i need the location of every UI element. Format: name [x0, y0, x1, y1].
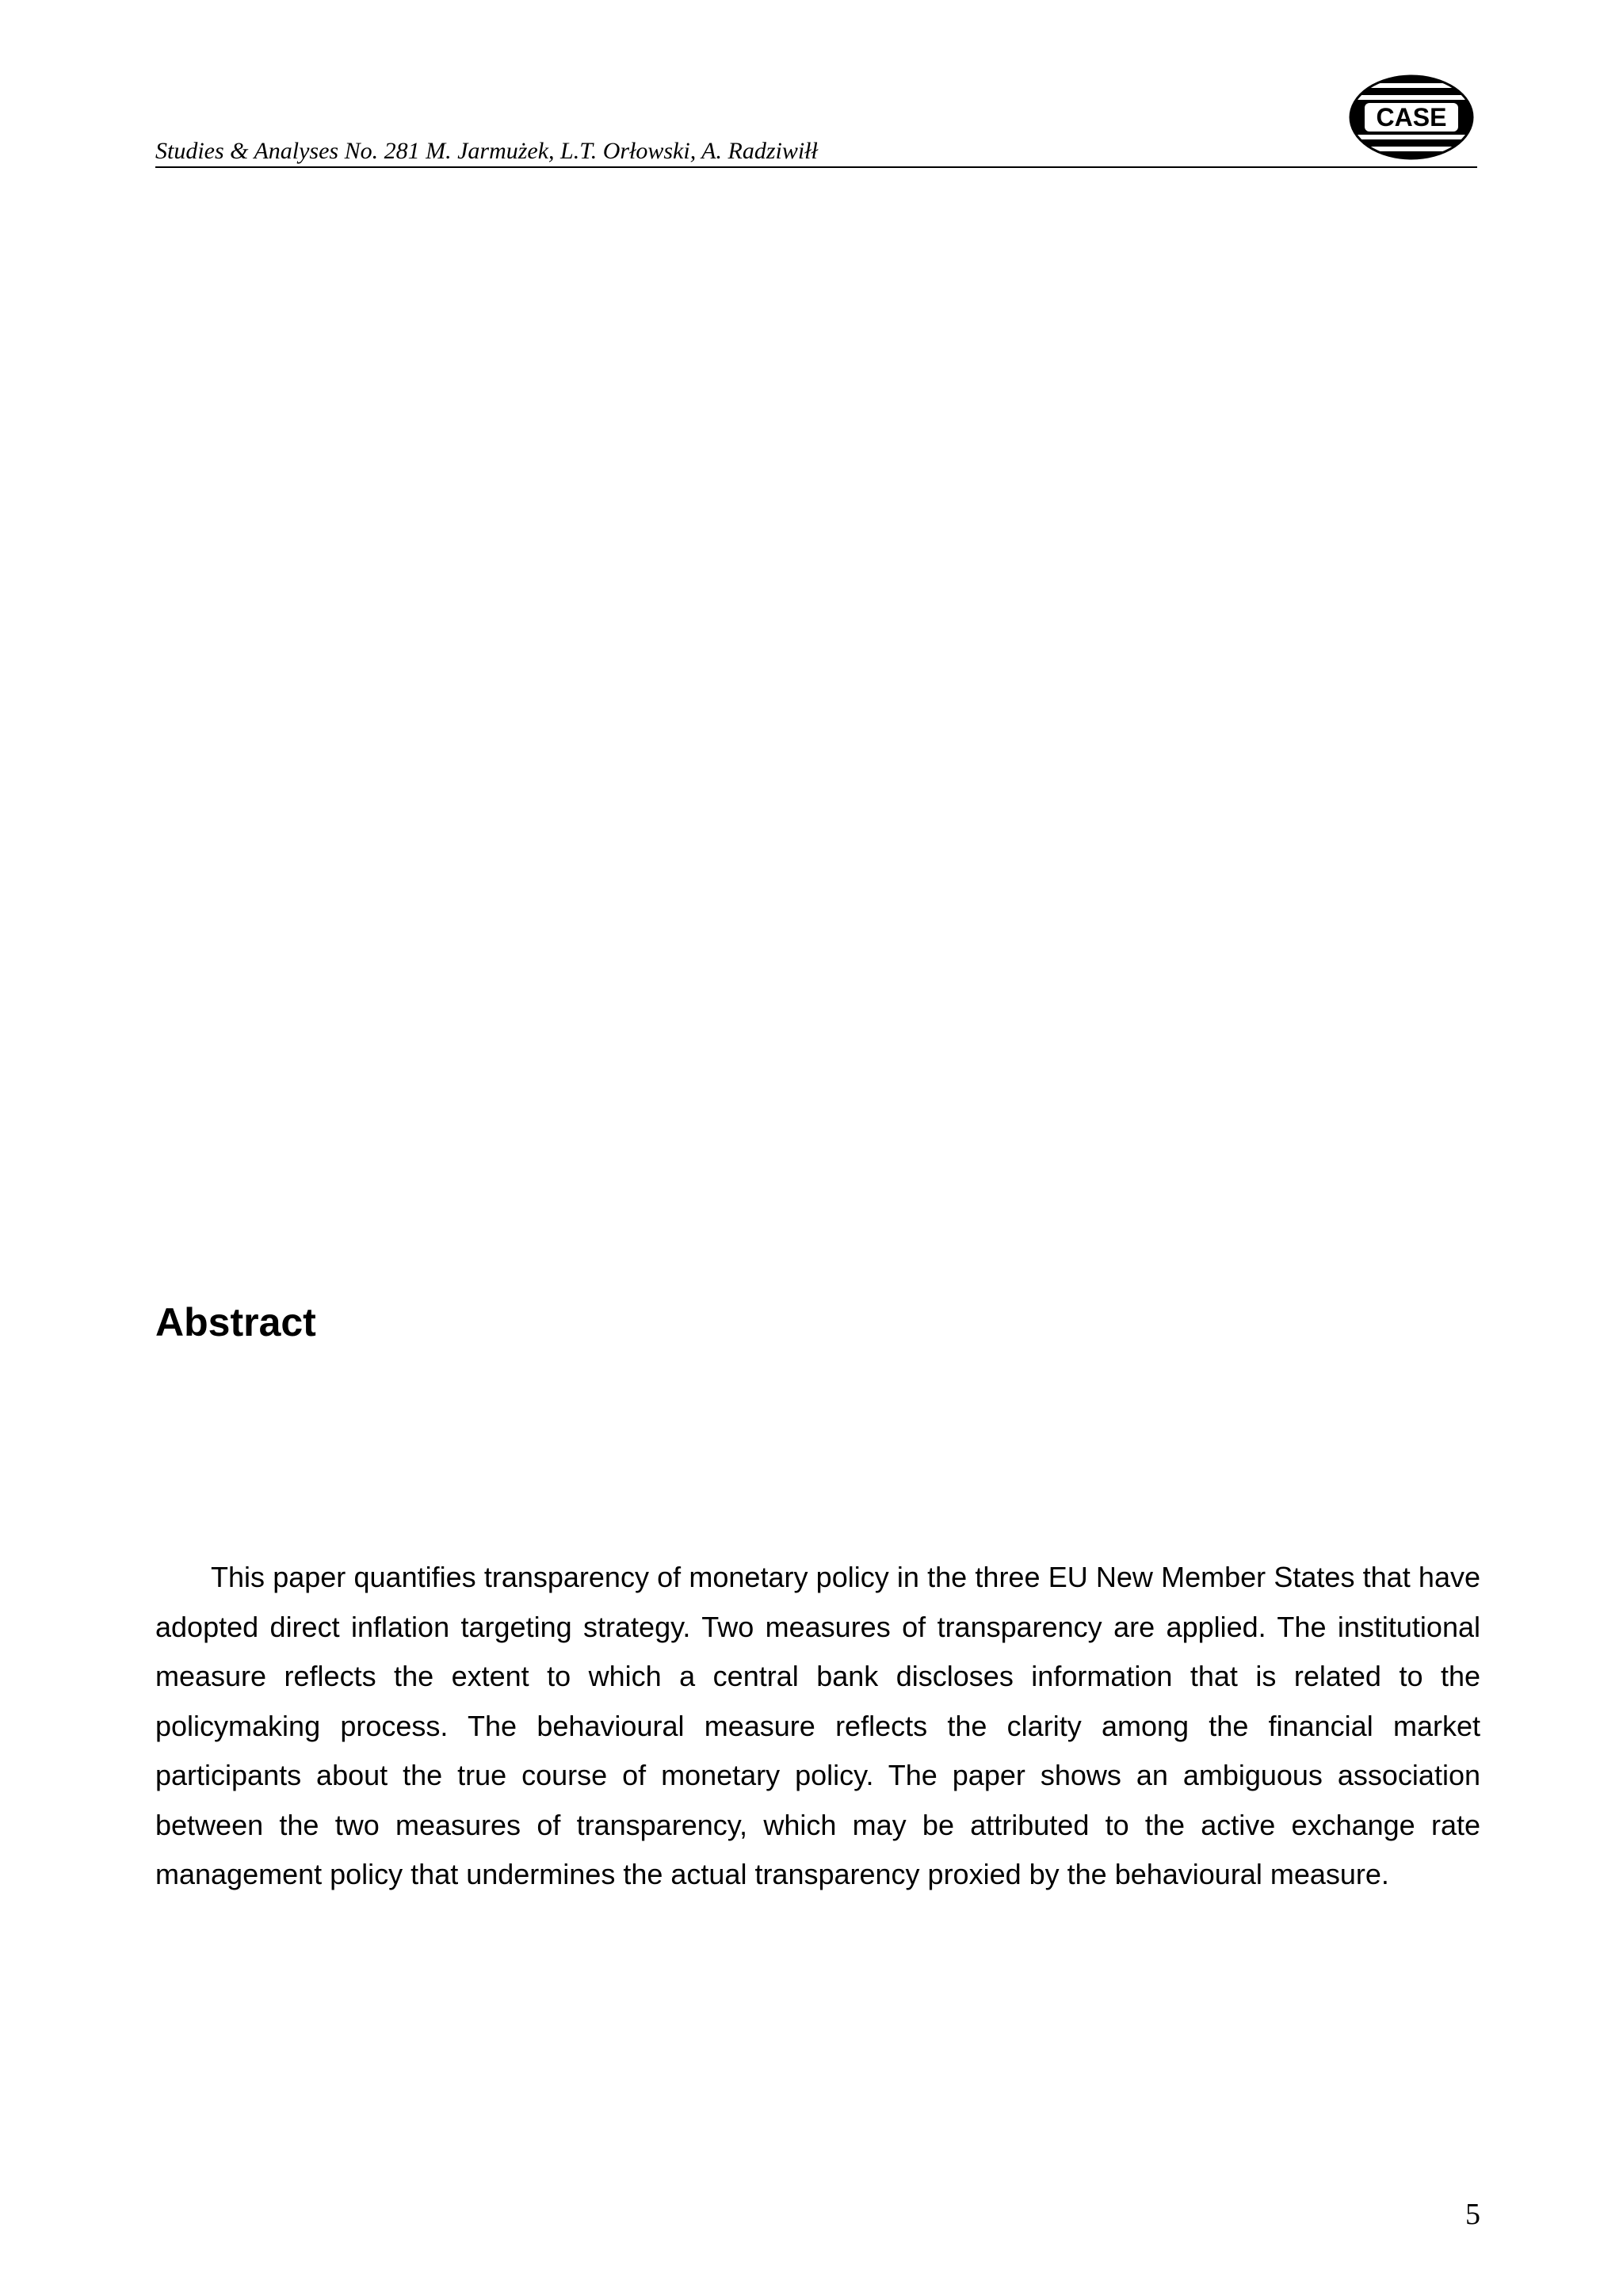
page-number: 5: [1465, 2198, 1480, 2231]
page-header: [155, 73, 1477, 168]
section-heading: Abstract: [155, 1300, 316, 1344]
case-logo: [1349, 74, 1474, 160]
logo-text: CASE: [1376, 103, 1447, 132]
running-title: Studies & Analyses No. 281 M. Jarmużek, L.T. Orłowski, A. Radziwiłł: [155, 138, 818, 164]
abstract-paragraph: This paper quantifies transparency of monetary policy in the three EU New Member States that have adopted direct inflation targeting strategy. Two measures of transparency are applied. The institutional measure reflects the extent to which a central bank discloses information that is related to the policymaking process. The behavioural measure reflects the clarity among the financial market participants about the true course of monetary policy. The paper shows an ambiguous association between the two measures of transparency, which may be attributed to the active exchange rate management policy that undermines the actual transparency proxied by the behavioural measure.: [155, 1561, 1480, 1890]
